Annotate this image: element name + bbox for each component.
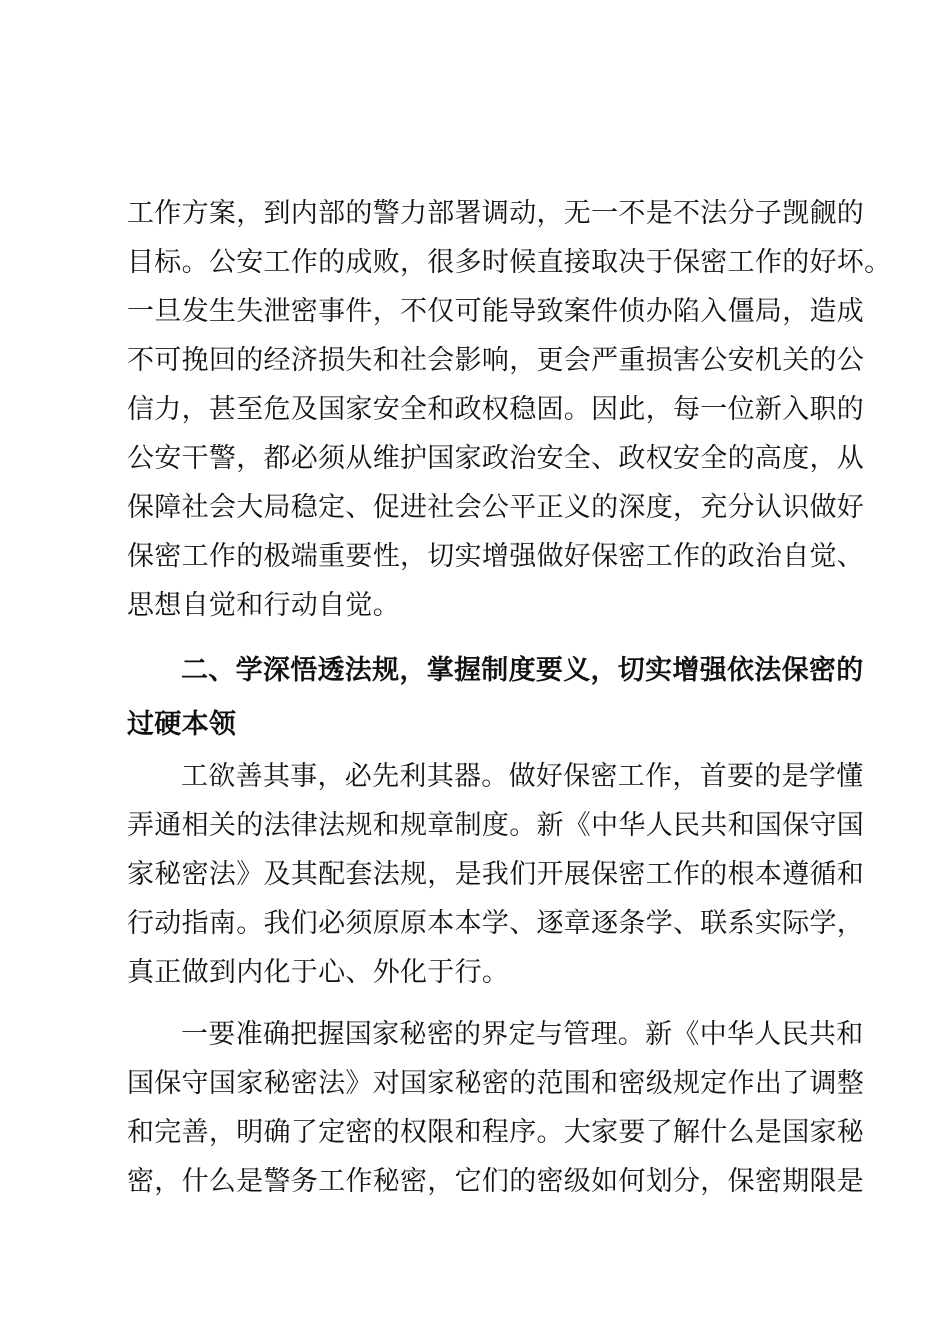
body-paragraph-3 bbox=[127, 1010, 865, 1206]
section-heading-2 bbox=[127, 644, 864, 752]
paragraph-line: 密，什么是警务工作秘密，它们的密级如何划分，保密期限是 bbox=[127, 1166, 865, 1197]
paragraph-line: 工欲善其事，必先利其器。做好保密工作，首要的是学懂 bbox=[181, 761, 864, 792]
paragraph-line: 行动指南。我们必须原原本本学、逐章逐条学、联系实际学， bbox=[127, 908, 865, 939]
body-paragraph-2 bbox=[127, 752, 865, 997]
paragraph-line: 国保守国家秘密法》对国家秘密的范围和密级规定作出了调整 bbox=[127, 1068, 865, 1099]
heading-line: 过硬本领 bbox=[127, 709, 237, 740]
paragraph-line: 和完善，明确了定密的权限和程序。大家要了解什么是国家秘 bbox=[127, 1117, 865, 1148]
paragraph-line: 信力，甚至危及国家安全和政权稳固。因此，每一位新入职的 bbox=[127, 394, 865, 425]
paragraph-line: 公安干警，都必须从维护国家政治安全、政权安全的高度，从 bbox=[127, 443, 865, 474]
paragraph-line: 保障社会大局稳定、促进社会公平正义的深度，充分认识做好 bbox=[127, 492, 865, 523]
heading-line: 二、学深悟透法规，掌握制度要义，切实增强依法保密的 bbox=[181, 655, 864, 686]
paragraph-line: 思想自觉和行动自觉。 bbox=[127, 590, 400, 621]
paragraph-line: 不可挽回的经济损失和社会影响，更会严重损害公安机关的公 bbox=[127, 345, 865, 376]
paragraph-line: 弄通相关的法律法规和规章制度。新《中华人民共和国保守国 bbox=[127, 810, 865, 841]
paragraph-line: 真正做到内化于心、外化于行。 bbox=[127, 957, 510, 988]
paragraph-line: 一旦发生失泄密事件，不仅可能导致案件侦办陷入僵局，造成 bbox=[127, 296, 865, 327]
paragraph-line: 工作方案，到内部的警力部署调动，无一不是不法分子觊觎的 bbox=[127, 198, 865, 229]
paragraph-line: 一要准确把握国家秘密的界定与管理。新《中华人民共和 bbox=[181, 1019, 864, 1050]
paragraph-line: 家秘密法》及其配套法规，是我们开展保密工作的根本遵循和 bbox=[127, 859, 865, 890]
paragraph-line: 目标。公安工作的成败，很多时候直接取决于保密工作的好坏。 bbox=[127, 247, 892, 278]
body-paragraph-1 bbox=[127, 189, 892, 630]
paragraph-line: 保密工作的极端重要性，切实增强做好保密工作的政治自觉、 bbox=[127, 541, 865, 572]
